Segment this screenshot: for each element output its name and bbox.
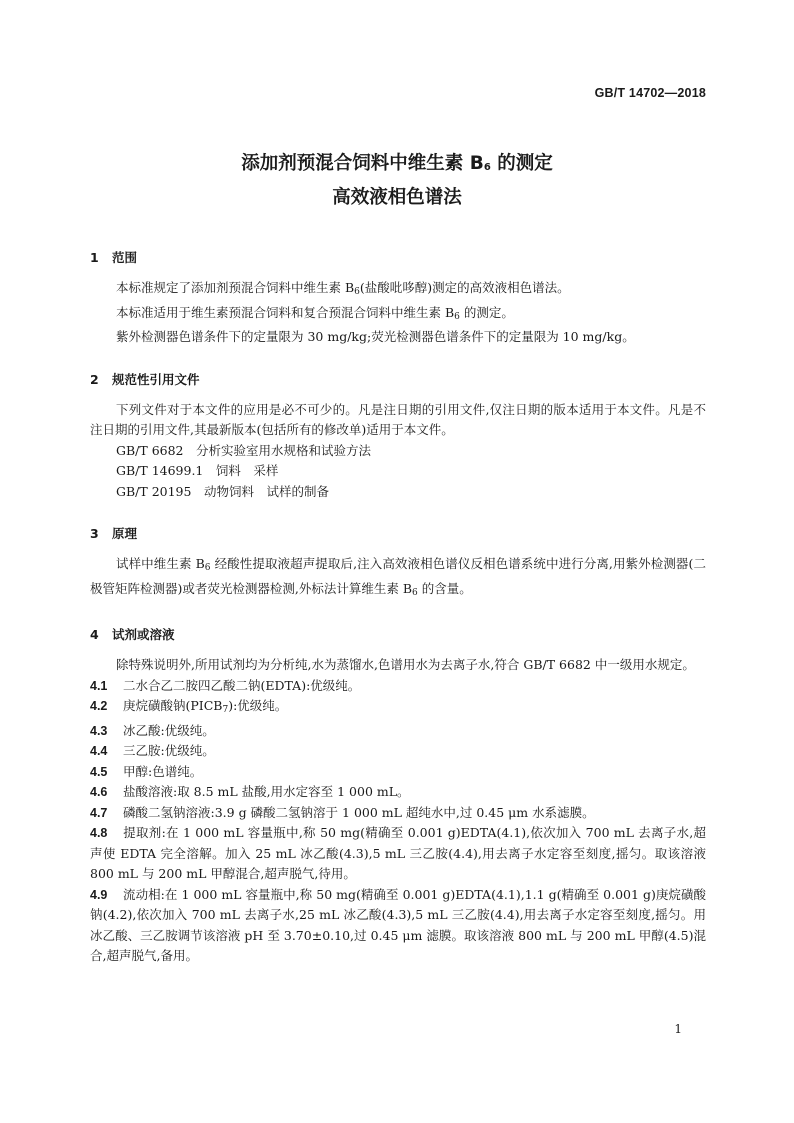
reagent-item-4-8: 4.8 提取剂:在 1 000 mL 容量瓶中,称 50 mg(精确至 0.001 g)EDTA(4.1),依次加入 700 mL 去离子水,超声使 EDTA 完全溶解。加入 25 mL 冰乙酸(4.3),5 mL 三乙胺(4.4),用去离子水定容至刻度,摇匀。取该溶液 800 mL 与 200 mL 甲醇混合,超声脱气,待用。 [90, 825, 706, 881]
section-heading-scope: 1 范围 [90, 250, 138, 265]
reagent-item-4-5: 4.5 甲醇:色谱纯。 [90, 763, 203, 779]
document-body [90, 248, 706, 967]
reference-item: GB/T 6682 分析实验室用水规格和试验方法 [116, 442, 372, 458]
standard-code: GB/T 14702—2018 [594, 86, 706, 100]
reagent-item-4-4: 4.4 三乙胺:优级纯。 [90, 743, 215, 758]
reagent-item-4-9: 4.9 流动相:在 1 000 mL 容量瓶中,称 50 mg(精确至 0.001 g)EDTA(4.1),1.1 g(精确至 0.001 g)庚烷磺酸钠(4.2),依次加入 700 mL 去离子水,25 mL 冰乙酸(4.3),5 mL 三乙胺(4.4),用去离子水定容至刻度,摇匀。用冰乙酸、三乙胺调节该溶液 pH 至 3.70±0.10,过 0.45 μm 滤膜。取该溶液 800 mL 与 200 mL 甲醇(4.5)混合,超声脱气,备用。 [90, 886, 706, 963]
section-heading-normative-references: 2 规范性引用文件 [90, 371, 200, 387]
reagent-item-4-3: 4.3 冰乙酸:优级纯。 [90, 722, 215, 738]
section-heading-principle: 3 原理 [90, 526, 138, 541]
title-line-1: 添加剂预混合饲料中维生素 $B_6$ 的测定 [241, 153, 553, 174]
reagent-item-4-2: 4.2 庚烷磺酸钠$(PICB_7)$:优级纯。 [90, 698, 288, 715]
page-number: 1 [674, 1022, 682, 1036]
scope-paragraph-3: 紫外检测器色谱条件下的定量限为 30 mg/kg;荧光检测器色谱条件下的定量限为 10 mg/kg。 [116, 329, 635, 344]
reagent-item-4-7: 4.7 磷酸二氢钠溶液:3.9 g 磷酸二氢钠溶于 1 000 mL 超纯水中,过 0.45 μm 水系滤膜。 [90, 804, 595, 820]
reagent-item-4-6: 4.6 盐酸溶液:取 8.5 mL 盐酸,用水定容至 1 000 mL。 [90, 784, 410, 799]
document-title [0, 150, 794, 214]
scope-paragraph-2: 本标准适用于维生素预混合饲料和复合预混合饲料中维生素 $B_6$ 的测定。 [116, 304, 514, 322]
references-paragraph: 下列文件对于本文件的应用是必不可少的。凡是注日期的引用文件,仅注日期的版本适用于本文件。凡是不注日期的引用文件,其最新版本(包括所有的修改单)适用于本文件。 [90, 401, 706, 437]
scope-paragraph-1: 本标准规定了添加剂预混合饲料中维生素 $B_6$(盐酸吡哆醇)测定的高效液相色谱法。 [116, 280, 570, 297]
section-heading-reagents: 4 试剂或溶液 [90, 627, 175, 642]
reagent-item-4-1: 4.1 二水合乙二胺四乙酸二钠(EDTA):优级纯。 [90, 677, 361, 693]
title-line-2: 高效液相色谱法 [332, 187, 462, 208]
reference-item: GB/T 20195 动物饲料 试样的制备 [116, 483, 329, 499]
principle-paragraph: 试样中维生素 $B_6$ 经酸性提取液超声提取后,注入高效液相色谱仪反相色谱系统中进行分离,用紫外检测器(二极管矩阵检测器)或者荧光检测器检测,外标法计算维生素 $B_6$ 的含量。 [90, 556, 706, 598]
reagents-intro: 除特殊说明外,所用试剂均为分析纯,水为蒸馏水,色谱用水为去离子水,符合 GB/T 6682 中一级用水规定。 [116, 657, 695, 672]
reference-item: GB/T 14699.1 饲料 采样 [116, 463, 279, 478]
